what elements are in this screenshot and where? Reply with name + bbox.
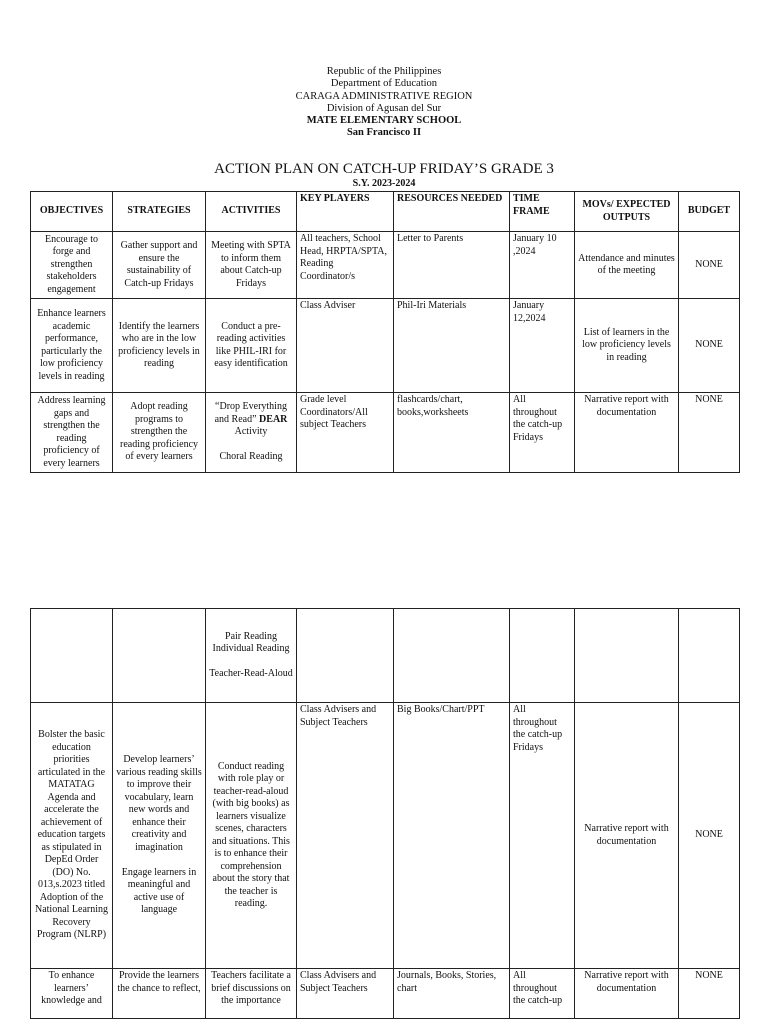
header-objectives: OBJECTIVES: [31, 192, 113, 232]
republic-line: Republic of the Philippines: [326, 66, 442, 77]
cell-budget: [679, 609, 740, 703]
activity-dear-title: “Drop Everything and Read”: [214, 401, 287, 425]
header-budget: BUDGET: [679, 192, 740, 232]
cell-objectives: Bolster the basic education priorities articulated in the MATATAG Agenda and accelerate the achievement of education targets as stipulated in DepEd Order (DO) No. 013,s.2023 titled Adoption of the National Learning Recovery Program (NLRP): [31, 703, 113, 969]
cell-resources: flashcards/chart, books,worksheets: [394, 393, 510, 473]
cell-resources: [394, 609, 510, 703]
cell-budget: NONE: [679, 703, 740, 969]
table-row: [31, 609, 740, 703]
cell-movs: Narrative report with documentation: [575, 703, 679, 969]
cell-activities: Meeting with SPTA to inform them about Catch-up Fridays: [206, 232, 297, 299]
cell-budget: NONE: [679, 299, 740, 393]
table-row: [31, 393, 740, 473]
table-row: [31, 969, 740, 1019]
cell-strategies: Adopt reading programs to strengthen the reading proficiency of every learners: [113, 393, 206, 473]
table-header-row: [31, 192, 740, 232]
cell-key-players: All teachers, School Head, HRPTA/SPTA, Reading Coordinator/s: [297, 232, 394, 299]
cell-key-players: Class Advisers and Subject Teachers: [297, 969, 394, 1019]
cell-activities: Conduct reading with role play or teacher-read-aloud (with big books) as learners visualize scenes, characters and situations. This is to enhance their comprehension about the story that the teacher is reading.: [206, 703, 297, 969]
cell-activities: Teachers facilitate a brief discussions on the importance: [206, 969, 297, 1019]
cell-time-frame: January 10 ,2024: [510, 232, 575, 299]
division-line: Division of Agusan del Sur: [326, 102, 442, 114]
cell-movs: List of learners in the low proficiency levels in reading: [575, 299, 679, 393]
action-plan-table-continued: [30, 608, 740, 1019]
cell-time-frame: All throughout the catch-up Fridays: [510, 393, 575, 473]
school-year: S.Y. 2023-2024: [352, 178, 416, 189]
cell-objectives: To enhance learners’ knowledge and: [31, 969, 113, 1019]
header-movs: MOVs/ EXPECTED OUTPUTS: [575, 192, 679, 232]
school-name: MATE ELEMENTARY SCHOOL: [306, 115, 462, 127]
header-activities: ACTIVITIES: [206, 192, 297, 232]
cell-budget: NONE: [679, 232, 740, 299]
cell-key-players: [297, 609, 394, 703]
document-header: [0, 66, 768, 140]
cell-activities: Conduct a pre-reading activities like PHIL-IRI for easy identification: [206, 299, 297, 393]
header-time-frame: TIME FRAME: [510, 192, 575, 232]
cell-objectives: Encourage to forge and strengthen stakeholders engagement: [31, 232, 113, 299]
cell-time-frame: [510, 609, 575, 703]
activity-choral-reading: Choral Reading: [219, 451, 283, 463]
cell-time-frame: All throughout the catch-up Fridays: [510, 703, 575, 969]
cell-time-frame: All throughout the catch-up: [510, 969, 575, 1019]
cell-budget: NONE: [679, 393, 740, 473]
cell-strategies: Identify the learners who are in the low proficiency levels in reading: [113, 299, 206, 393]
activity-dear-suffix: Activity: [234, 426, 268, 438]
cell-movs: Narrative report with documentation: [575, 393, 679, 473]
cell-movs: Narrative report with documentation: [575, 969, 679, 1019]
cell-objectives: [31, 609, 113, 703]
department-line: Department of Education: [330, 78, 438, 90]
header-resources: RESOURCES NEEDED: [394, 192, 510, 232]
cell-resources: Phil-Iri Materials: [394, 299, 510, 393]
header-strategies: STRATEGIES: [113, 192, 206, 232]
cell-objectives: Address learning gaps and strengthen the reading proficiency of every learners: [31, 393, 113, 473]
cell-resources: Big Books/Chart/PPT: [394, 703, 510, 969]
action-plan-table: [30, 191, 740, 473]
cell-activities: [206, 393, 297, 473]
cell-resources: Journals, Books, Stories, chart: [394, 969, 510, 1019]
region-line: CARAGA ADMINISTRATIVE REGION: [295, 90, 473, 102]
cell-key-players: Grade level Coordinators/All subject Teachers: [297, 393, 394, 473]
cell-resources: Letter to Parents: [394, 232, 510, 299]
cell-movs: Attendance and minutes of the meeting: [575, 232, 679, 299]
activity-dear-acronym: DEAR: [259, 413, 288, 425]
district-name: San Francisco II: [346, 127, 422, 139]
cell-key-players: Class Adviser: [297, 299, 394, 393]
cell-key-players: Class Advisers and Subject Teachers: [297, 703, 394, 969]
cell-strategies: Develop learners’ various reading skills to improve their vocabulary, learn new words and enhance their creativity and imagination Engage learners in meaningful and active use of language: [113, 703, 206, 969]
document-title: ACTION PLAN ON CATCH-UP FRIDAY’S GRADE 3: [214, 161, 554, 177]
cell-activities: Pair Reading Individual Reading Teacher-Read-Aloud: [206, 609, 297, 703]
cell-movs: [575, 609, 679, 703]
table-row: [31, 703, 740, 969]
table-row: [31, 232, 740, 299]
cell-strategies: Provide the learners the chance to reflect,: [113, 969, 206, 1019]
cell-strategies: [113, 609, 206, 703]
table-row: [31, 299, 740, 393]
cell-time-frame: January 12,2024: [510, 299, 575, 393]
header-key-players: KEY PLAYERS: [297, 192, 394, 232]
cell-strategies: Gather support and ensure the sustainability of Catch-up Fridays: [113, 232, 206, 299]
cell-budget: NONE: [679, 969, 740, 1019]
cell-objectives: Enhance learners academic performance, particularly the low proficiency levels in reading: [31, 299, 113, 393]
